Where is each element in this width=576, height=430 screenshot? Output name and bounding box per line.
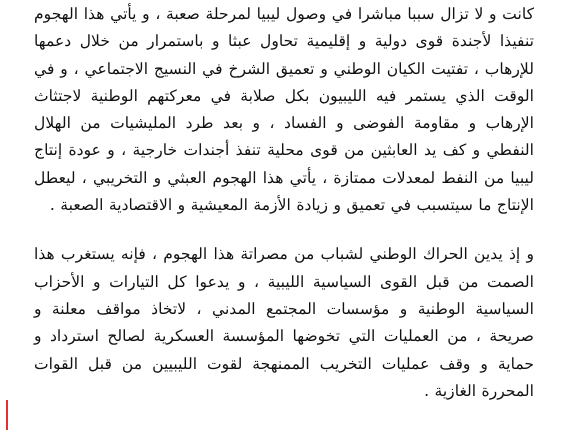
- article-body: [34, 0, 534, 405]
- paragraph-1: كانت و لا تزال سببا مباشرا في وصول ليبيا لمرحلة صعبة ، و يأتي هذا الهجوم تنفيذا لأجندة قوى دولية و إقليمية تحاول عبثا و باستمرار من خلال دعمها للإرهاب ، تفتيت الكيان الوطني و تعميق الشرخ في النسيج الاجتماعي ، و في الوقت الذي يستمر فيه الليبيون بكل صلابة في معركتهم الوطنية لاجتثاث الإرهاب و مقاومة الفوضى و الفساد ، و بعد طرد المليشيات من الهلال النفطي و كف يد العابثين من قوى محلية تنفذ أجندات خارجية ، و عودة إنتاج ليبيا من النفط لمعدلات ممتازة ، يأتي هذا الهجوم العبثي و التخريبي ، ليعطل الإنتاج ما سيتسبب في تعميق و زيادة الأزمة المعيشية و الاقتصادية الصعبة .: [34, 5, 534, 215]
- red-margin-marker: [6, 400, 8, 430]
- paragraph-2: و إذ يدين الحراك الوطني لشباب من مصراتة هذا الهجوم ، فإنه يستغرب هذا الصمت من قبل القوى السياسية الليبية ، و يدعوا كل التيارات و الأحزاب السياسية الوطنية و مؤسسات المجتمع المدني ، لاتخاذ مواقف معلنة و صريحة ، من العمليات التي تخوضها المؤسسة العسكرية لصالح استرداد و حماية و وقف عمليات التخريب الممنهجة لقوت الليبيين من قبل القوات المحررة الغازية .: [34, 245, 534, 400]
